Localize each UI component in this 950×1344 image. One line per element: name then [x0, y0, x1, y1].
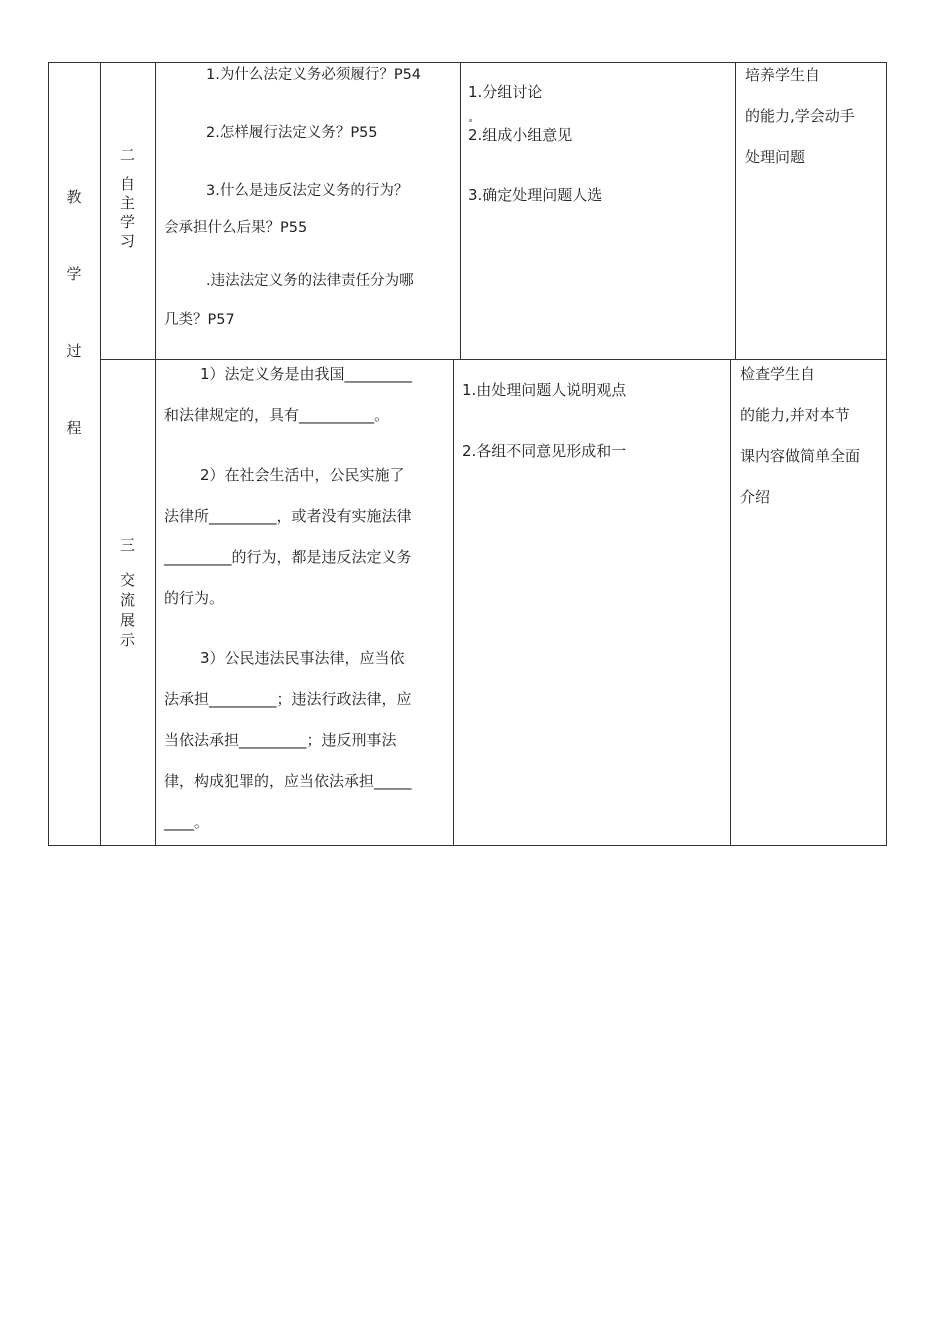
- fill-line: ____。: [164, 813, 210, 831]
- fill-line: 的行为。: [164, 589, 225, 607]
- purpose-line: 的能力,学会动手: [745, 107, 855, 125]
- purpose-line: 处理问题: [745, 148, 806, 166]
- grid-line-col4-bottom: [730, 359, 731, 846]
- stage-char: 示: [119, 631, 135, 649]
- grid-line-col3-bottom: [453, 359, 454, 846]
- question-line: 会承担什么后果？P55: [164, 220, 308, 236]
- question-line: 1.为什么法定义务必须履行？P54: [206, 67, 422, 83]
- purpose-line: 课内容做简单全面: [740, 447, 861, 465]
- stage-char: 流: [119, 591, 135, 609]
- section-label-char: 教: [66, 188, 82, 206]
- section-label-char: 学: [66, 265, 82, 283]
- activity-line: 1.由处理问题人说明观点: [462, 381, 627, 399]
- fill-line: 1）法定义务是由我国_________: [200, 365, 413, 383]
- question-line: 2.怎样履行法定义务？P55: [206, 125, 378, 141]
- stage-char: 主: [119, 194, 135, 212]
- question-line: 几类？P57: [164, 312, 235, 328]
- section-label-char: 程: [66, 419, 82, 437]
- activity-line: 3.确定处理问题人选: [468, 186, 603, 204]
- activity-line: 1.分组讨论: [468, 83, 543, 101]
- self-study-purpose: [745, 65, 883, 167]
- purpose-line: 培养学生自: [745, 66, 821, 84]
- fill-line: 3）公民违法民事法律，应当依: [200, 649, 405, 667]
- exchange-activities: [462, 380, 727, 461]
- fill-line: 律，构成犯罪的，应当依法承担_____: [164, 772, 412, 790]
- stage-char: 学: [119, 213, 135, 231]
- stage-char: 二: [119, 146, 135, 164]
- fill-line: _________的行为，都是违反法定义务: [164, 548, 412, 566]
- grid-line-col2: [155, 62, 156, 846]
- exchange-fill-in-blanks: [164, 364, 451, 832]
- decoration-dot: [468, 102, 730, 116]
- stage-char: 三: [119, 536, 135, 554]
- grid-line-row-divider: [100, 359, 887, 360]
- grid-line-col3-top: [460, 62, 461, 360]
- activity-line: 2.组成小组意见: [468, 126, 573, 144]
- self-study-questions: [164, 65, 456, 330]
- stage-char: 习: [119, 232, 135, 250]
- activity-line: 2.各组不同意见形成和一: [462, 442, 627, 460]
- stage-label-self-study: [100, 148, 155, 249]
- purpose-line: 的能力,并对本节: [740, 406, 850, 424]
- purpose-line: 检查学生自: [740, 365, 816, 383]
- fill-line: 2）在社会生活中，公民实施了: [200, 466, 405, 484]
- grid-line-col4-top: [735, 62, 736, 360]
- stage-char: 自: [119, 175, 135, 193]
- fill-line: 当依法承担_________；违反刑事法: [164, 731, 397, 749]
- stage-label-exchange-display: [100, 538, 155, 648]
- question-line: .违法法定义务的法律责任分为哪: [206, 273, 414, 289]
- stage-char: 展: [119, 611, 135, 629]
- purpose-line: 介绍: [740, 488, 771, 506]
- fill-line: 法律所_________，或者没有实施法律: [164, 507, 412, 525]
- fill-line: 法承担_________；违法行政法律，应: [164, 690, 412, 708]
- self-study-activities: [468, 82, 730, 205]
- exchange-purpose: [740, 364, 884, 507]
- fill-line: 和法律规定的，具有__________。: [164, 406, 390, 424]
- section-label: [48, 190, 100, 436]
- stage-char: 交: [119, 571, 135, 589]
- question-line: 3.什么是违反法定义务的行为？: [206, 183, 409, 199]
- section-label-char: 过: [66, 342, 82, 360]
